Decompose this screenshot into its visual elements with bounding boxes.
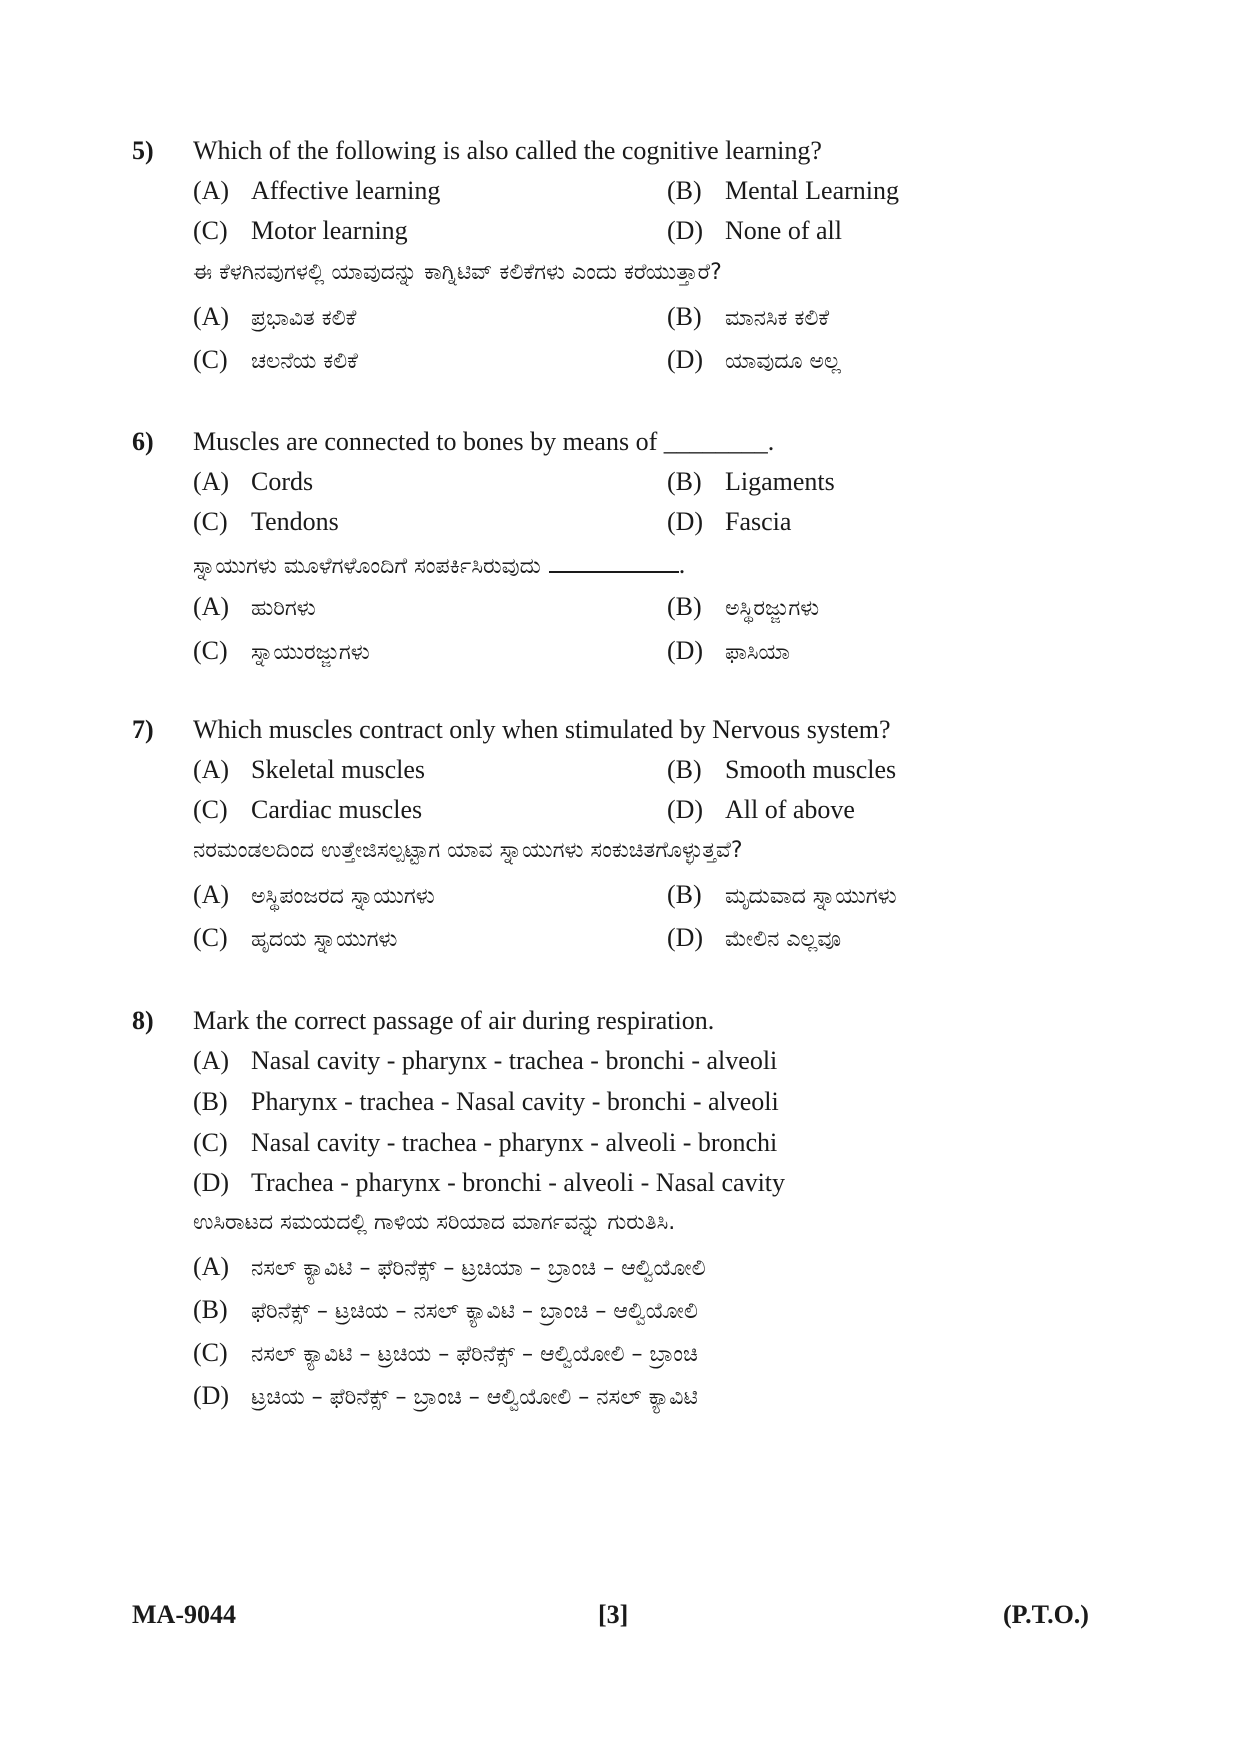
option-kn-d: (D) ಮೇಲಿನ ಎಲ್ಲವೂ xyxy=(667,923,842,952)
question-number: 8) xyxy=(132,1006,154,1035)
question-text-kn: ಈ ಕೆಳಗಿನವುಗಳಲ್ಲಿ ಯಾವುದನ್ನು ಕಾಗ್ನಿಟಿವ್ ಕಲಿಕೆಗಳು ಎಂದು ಕರೆಯುತ್ತಾರೆ? xyxy=(193,260,722,285)
option-kn-c: (C) ನಸಲ್ ಕ್ಯಾವಿಟಿ – ಟ್ರಚಿಯ – ಫೆರಿನೆಕ್ಸ್ – ಆಲ್ವಿಯೋಲಿ – ಬ್ರಾಂಚಿ xyxy=(193,1338,698,1367)
question-number: 5) xyxy=(132,136,154,165)
option-en-d: (D) None of all xyxy=(667,216,842,245)
question-number: 7) xyxy=(132,715,154,744)
question-text-kn: ಉಸಿರಾಟದ ಸಮಯದಲ್ಲಿ ಗಾಳಿಯ ಸರಿಯಾದ ಮಾರ್ಗವನ್ನು ಗುರುತಿಸಿ. xyxy=(193,1210,676,1235)
question-text-kn: ಸ್ನಾಯುಗಳು ಮೂಳೆಗಳೊಂದಿಗೆ ಸಂಪರ್ಕಿಸಿರುವುದು . xyxy=(193,550,686,579)
option-en-b: (B) Ligaments xyxy=(667,467,835,496)
option-en-c: (C) Motor learning xyxy=(193,216,408,245)
question-text-kn: ನರಮಂಡಲದಿಂದ ಉತ್ತೇಜಿಸಲ್ಪಟ್ಟಾಗ ಯಾವ ಸ್ನಾಯುಗಳು ಸಂಕುಚಿತಗೊಳ್ಳುತ್ತವೆ? xyxy=(193,838,743,863)
question-number: 6) xyxy=(132,427,154,456)
page-number: [3] xyxy=(598,1600,629,1629)
option-kn-d: (D) ಫಾಸಿಯಾ xyxy=(667,636,790,665)
option-en-c: (C) Cardiac muscles xyxy=(193,795,423,824)
option-en-d: (D) Fascia xyxy=(667,507,792,536)
option-en-b: (B) Mental Learning xyxy=(667,176,899,205)
option-kn-c: (C) ಸ್ನಾಯುರಜ್ಜುಗಳು xyxy=(193,636,370,665)
option-en-a: (A) Cords xyxy=(193,467,314,496)
option-kn-b: (B) ಮಾನಸಿಕ ಕಲಿಕೆ xyxy=(667,302,830,331)
option-kn-b: (B) ಮೃದುವಾದ ಸ್ನಾಯುಗಳು xyxy=(667,880,897,909)
question-text-en: Which muscles contract only when stimulated by Nervous system? xyxy=(193,715,891,744)
please-turn-over: (P.T.O.) xyxy=(1003,1600,1089,1629)
option-kn-a: (A) ಅಸ್ಥಿಪಂಜರದ ಸ್ನಾಯುಗಳು xyxy=(193,880,435,909)
option-en-d: (D) Trachea - pharynx - bronchi - alveoli - Nasal cavity xyxy=(193,1168,786,1197)
answer-blank xyxy=(549,553,679,573)
option-en-d: (D) All of above xyxy=(667,795,855,824)
option-en-c: (C) Nasal cavity - trachea - pharynx - alveoli - bronchi xyxy=(193,1128,778,1157)
option-kn-c: (C) ಚಲನೆಯ ಕಲಿಕೆ xyxy=(193,345,358,374)
paper-code: MA-9044 xyxy=(132,1600,236,1629)
question-text-en: Which of the following is also called the cognitive learning? xyxy=(193,136,822,165)
option-en-a: (A) Nasal cavity - pharynx - trachea - bronchi - alveoli xyxy=(193,1046,778,1075)
option-kn-a: (A) ಪ್ರಭಾವಿತ ಕಲಿಕೆ xyxy=(193,302,357,331)
option-en-b: (B) Pharynx - trachea - Nasal cavity - bronchi - alveoli xyxy=(193,1087,779,1116)
option-kn-a: (A) ನಸಲ್ ಕ್ಯಾವಿಟಿ – ಫೆರಿನೆಕ್ಸ್ – ಟ್ರಚಿಯಾ – ಬ್ರಾಂಚಿ – ಆಲ್ವಿಯೋಲಿ xyxy=(193,1252,706,1281)
option-en-c: (C) Tendons xyxy=(193,507,339,536)
option-en-b: (B) Smooth muscles xyxy=(667,755,897,784)
option-kn-c: (C) ಹೃದಯ ಸ್ನಾಯುಗಳು xyxy=(193,923,398,952)
option-kn-d: (D) ಟ್ರಚಿಯ – ಫೆರಿನೆಕ್ಸ್ – ಬ್ರಾಂಚಿ – ಆಲ್ವಿಯೋಲಿ – ನಸಲ್ ಕ್ಯಾವಿಟಿ xyxy=(193,1381,698,1410)
option-kn-b: (B) ಅಸ್ಥಿರಜ್ಜುಗಳು xyxy=(667,592,820,621)
question-text-en: Mark the correct passage of air during respiration. xyxy=(193,1006,715,1035)
option-kn-a: (A) ಹುರಿಗಳು xyxy=(193,592,316,621)
option-en-a: (A) Skeletal muscles xyxy=(193,755,426,784)
question-text-en: Muscles are connected to bones by means of ________. xyxy=(193,427,775,456)
option-kn-d: (D) ಯಾವುದೂ ಅಲ್ಲ xyxy=(667,345,841,374)
option-en-a: (A) Affective learning xyxy=(193,176,441,205)
option-kn-b: (B) ಫೆರಿನೆಕ್ಸ್ – ಟ್ರಚಿಯ – ನಸಲ್ ಕ್ಯಾವಿಟಿ – ಬ್ರಾಂಚಿ – ಆಲ್ವಿಯೋಲಿ xyxy=(193,1295,698,1324)
